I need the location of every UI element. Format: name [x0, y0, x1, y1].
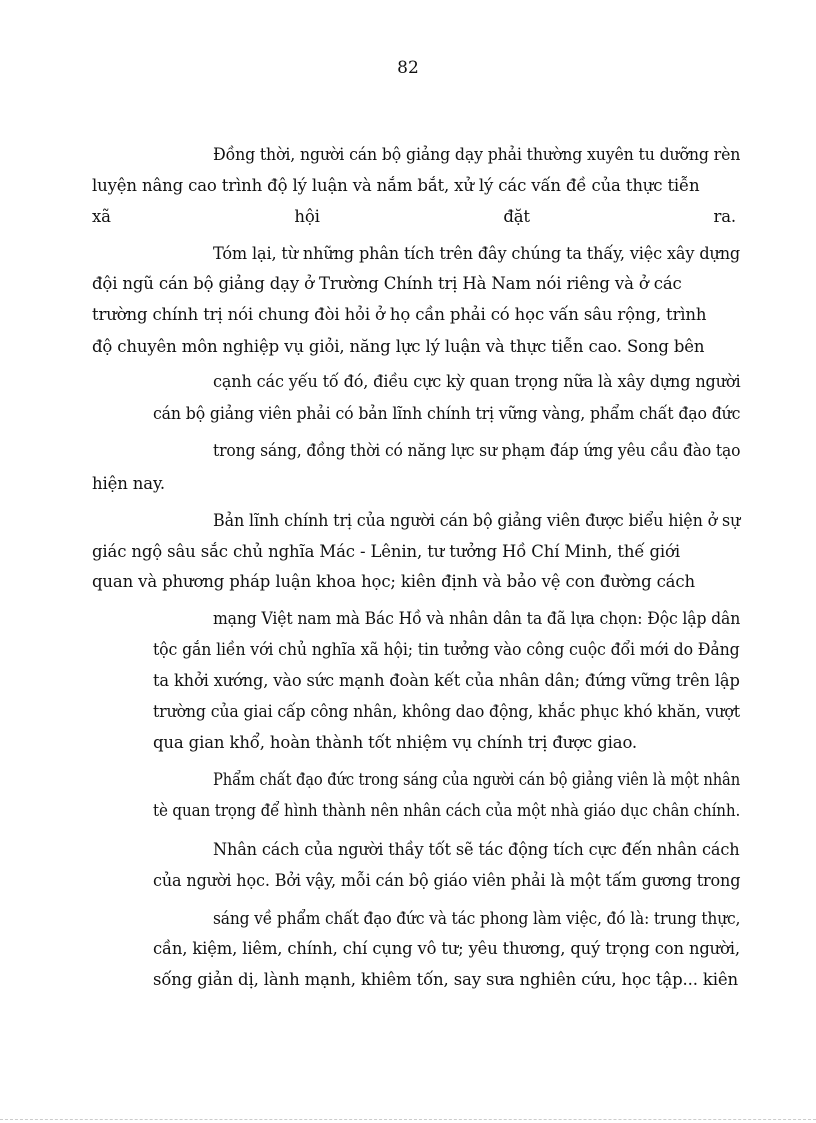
- text-line: độ chuyên môn nghiệp vụ giỏi, năng lực lý luận và thực tiễn cao. Song bên: [92, 337, 705, 356]
- text-line: Nhân cách của người thầy tốt sẽ tác động tích cực đến nhân cách: [213, 840, 740, 859]
- text-line: tộc gắn liền với chủ nghĩa xã hội; tin tưởng vào công cuộc đổi mới do Đảng: [153, 640, 740, 659]
- text-line: hiện nay.: [92, 474, 166, 493]
- text-line: trường chính trị nói chung đòi hỏi ở họ cần phải có học vấn sâu rộng, trình: [92, 305, 707, 324]
- text-line: cạnh các yếu tố đó, điều cực kỳ quan trọng nữa là xây dựng người: [213, 372, 741, 391]
- text-line: luyện nâng cao trình độ lý luận và nắm bắt, xử lý các vấn đề của thực tiễn: [92, 176, 700, 195]
- text-line: sống giản dị, lành mạnh, khiêm tốn, say sưa nghiên cứu, học tập... kiên: [153, 970, 738, 989]
- spread-word: xã: [92, 207, 111, 226]
- text-line: trong sáng, đồng thời có năng lực sư phạm đáp ứng yêu cầu đào tạo: [213, 441, 741, 460]
- spread-text-line: [92, 206, 736, 228]
- text-line: của người học. Bởi vậy, mỗi cán bộ giáo viên phải là một tấm gương trong: [153, 871, 741, 890]
- text-line: Đồng thời, người cán bộ giảng dạy phải thường xuyên tu dưỡng rèn: [213, 145, 741, 164]
- spread-word: hội: [294, 207, 320, 226]
- text-line: qua gian khổ, hoàn thành tốt nhiệm vụ chính trị được giao.: [153, 733, 638, 752]
- spread-word: đặt: [503, 207, 530, 226]
- text-line: ta khởi xướng, vào sức mạnh đoàn kết của nhân dân; đứng vững trên lập: [153, 671, 740, 690]
- text-line: sáng về phẩm chất đạo đức và tác phong làm việc, đó là: trung thực,: [213, 909, 741, 928]
- text-line: cán bộ giảng viên phải có bản lĩnh chính trị vững vàng, phẩm chất đạo đức: [153, 404, 741, 423]
- text-line: mạng Việt nam mà Bác Hồ và nhân dân ta đã lựa chọn: Độc lập dân: [213, 609, 741, 628]
- text-line: Phẩm chất đạo đức trong sáng của người cán bộ giảng viên là một nhân: [213, 770, 741, 789]
- text-line: Bản lĩnh chính trị của người cán bộ giảng viên được biểu hiện ở sự: [213, 511, 741, 530]
- text-line: giác ngộ sâu sắc chủ nghĩa Mác - Lênin, tư tưởng Hồ Chí Minh, thế giới: [92, 542, 680, 561]
- text-line: trường của giai cấp công nhân, không dao động, khắc phục khó khăn, vượt: [153, 702, 740, 721]
- text-line: Tóm lại, từ những phân tích trên đây chúng ta thấy, việc xây dựng: [213, 244, 741, 263]
- text-line: cần, kiệm, liêm, chính, chí cụng vô tư; yêu thương, quý trọng con người,: [153, 939, 740, 958]
- page-number: 82: [397, 58, 419, 78]
- spread-word: ra.: [713, 207, 736, 226]
- text-line: đội ngũ cán bộ giảng dạy ở Trường Chính trị Hà Nam nói riêng và ở các: [92, 274, 682, 293]
- text-line: tè quan trọng để hình thành nên nhân cách của một nhà giáo dục chân chính.: [153, 801, 741, 820]
- text-line: quan và phương pháp luận khoa học; kiên định và bảo vệ con đường cách: [92, 572, 695, 591]
- page-bottom-divider: [0, 1119, 816, 1120]
